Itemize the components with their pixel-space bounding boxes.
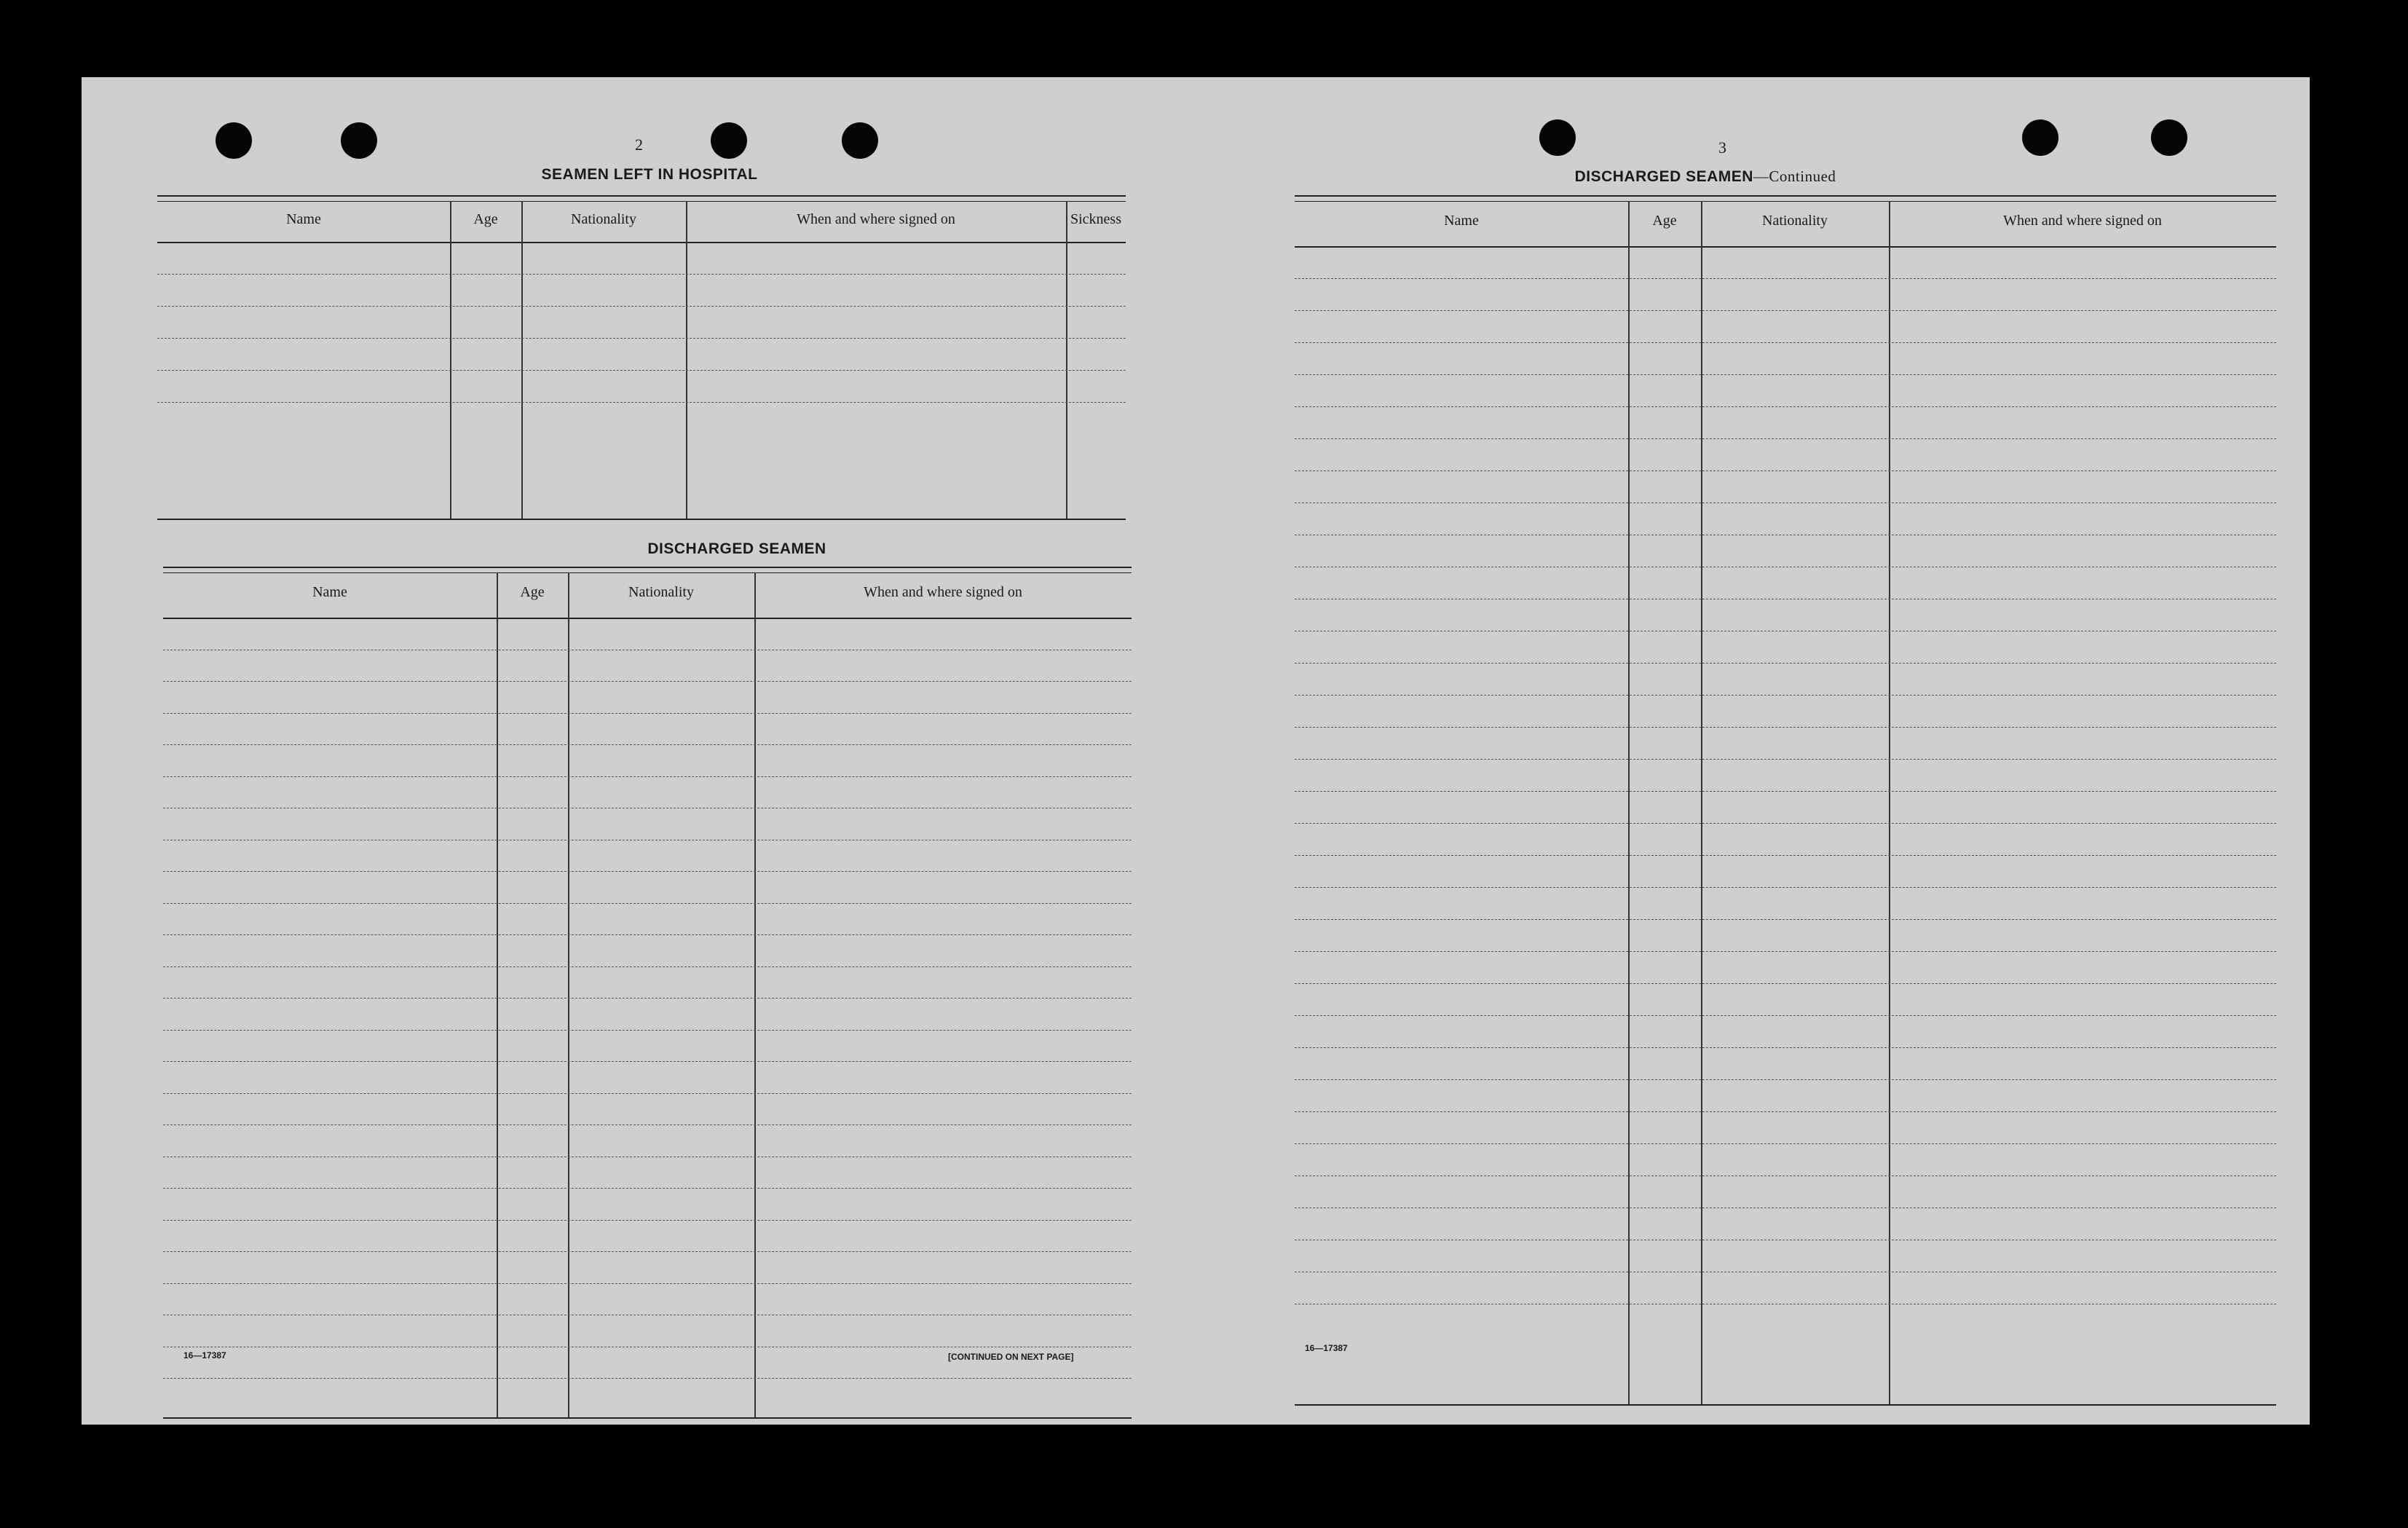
- table-row: [1295, 374, 2276, 375]
- table-row: [1295, 791, 2276, 792]
- hospital-section-title: SEAMEN LEFT IN HOSPITAL: [541, 166, 758, 183]
- column-header-signed-on: When and where signed on: [864, 584, 1022, 600]
- discharged-section-title: DISCHARGED SEAMEN: [647, 540, 826, 557]
- left-page: [82, 77, 1196, 1425]
- table-row: [157, 306, 1126, 307]
- table-row: [1295, 1047, 2276, 1048]
- column-header-age: Age: [520, 584, 545, 600]
- table-row: [1295, 983, 2276, 984]
- column-header-name: Name: [312, 584, 347, 600]
- column-header-nationality: Nationality: [1762, 213, 1828, 229]
- column-header-signed-on: When and where signed on: [797, 211, 955, 227]
- table-row: [157, 338, 1126, 339]
- table-row: [163, 871, 1132, 872]
- table-row: [1295, 951, 2276, 952]
- document-sheet: [82, 77, 2310, 1425]
- table-row: [163, 1251, 1132, 1252]
- table-row: [163, 1220, 1132, 1221]
- punch-hole: [1539, 119, 1576, 156]
- table-row: [1295, 823, 2276, 824]
- table-row: [1295, 919, 2276, 920]
- table-row: [163, 1378, 1132, 1379]
- table-row: [1295, 1143, 2276, 1144]
- table-row: [1295, 278, 2276, 279]
- punch-hole: [2022, 119, 2058, 156]
- page-number: 3: [1718, 138, 1726, 157]
- column-header-age: Age: [1652, 213, 1677, 229]
- form-number: 16—17387: [1305, 1343, 1348, 1353]
- punch-hole: [842, 122, 878, 159]
- table-row: [163, 934, 1132, 935]
- form-number: 16—17387: [183, 1350, 226, 1360]
- column-header-signed-on: When and where signed on: [2003, 213, 2162, 229]
- table-row: [1295, 759, 2276, 760]
- continued-note: [CONTINUED ON NEXT PAGE]: [948, 1352, 1074, 1362]
- table-row: [1295, 695, 2276, 696]
- table-row: [163, 1093, 1132, 1094]
- table-row: [1295, 727, 2276, 728]
- punch-hole: [2151, 119, 2187, 156]
- discharged-continued-title: [1487, 168, 1924, 186]
- table-row: [163, 998, 1132, 999]
- table-row: [1295, 887, 2276, 888]
- table-row: [1295, 1079, 2276, 1080]
- table-row: [163, 1061, 1132, 1062]
- table-row: [163, 713, 1132, 714]
- column-header-nationality: Nationality: [571, 211, 636, 227]
- section-title-text: DISCHARGED SEAMEN: [1574, 168, 1753, 185]
- section-title-suffix: —Continued: [1753, 168, 1836, 185]
- discharged-continued-table: [1295, 195, 2276, 1407]
- column-header-name: Name: [286, 211, 321, 227]
- punch-hole: [711, 122, 747, 159]
- hospital-table: [157, 195, 1126, 521]
- page-number: 2: [635, 135, 643, 154]
- table-row: [157, 402, 1126, 403]
- table-row: [1295, 1175, 2276, 1176]
- punch-hole: [341, 122, 377, 159]
- discharged-table: [163, 567, 1132, 1419]
- table-row: [1295, 855, 2276, 856]
- table-row: [163, 903, 1132, 904]
- punch-hole: [216, 122, 252, 159]
- table-row: [1295, 438, 2276, 439]
- table-row: [163, 776, 1132, 777]
- table-row: [163, 744, 1132, 745]
- right-page: [1196, 77, 2310, 1425]
- column-header-sickness: Sickness: [1070, 211, 1121, 227]
- table-row: [1295, 1111, 2276, 1112]
- table-row: [163, 1188, 1132, 1189]
- table-row: [1295, 406, 2276, 407]
- column-header-name: Name: [1444, 213, 1479, 229]
- table-row: [163, 1283, 1132, 1284]
- table-row: [163, 966, 1132, 967]
- table-row: [1295, 470, 2276, 471]
- table-row: [163, 1030, 1132, 1031]
- column-header-nationality: Nationality: [628, 584, 694, 600]
- table-row: [1295, 310, 2276, 311]
- table-row: [157, 370, 1126, 371]
- column-header-age: Age: [473, 211, 498, 227]
- table-row: [1295, 342, 2276, 343]
- table-row: [1295, 1015, 2276, 1016]
- table-row: [157, 274, 1126, 275]
- table-row: [163, 681, 1132, 682]
